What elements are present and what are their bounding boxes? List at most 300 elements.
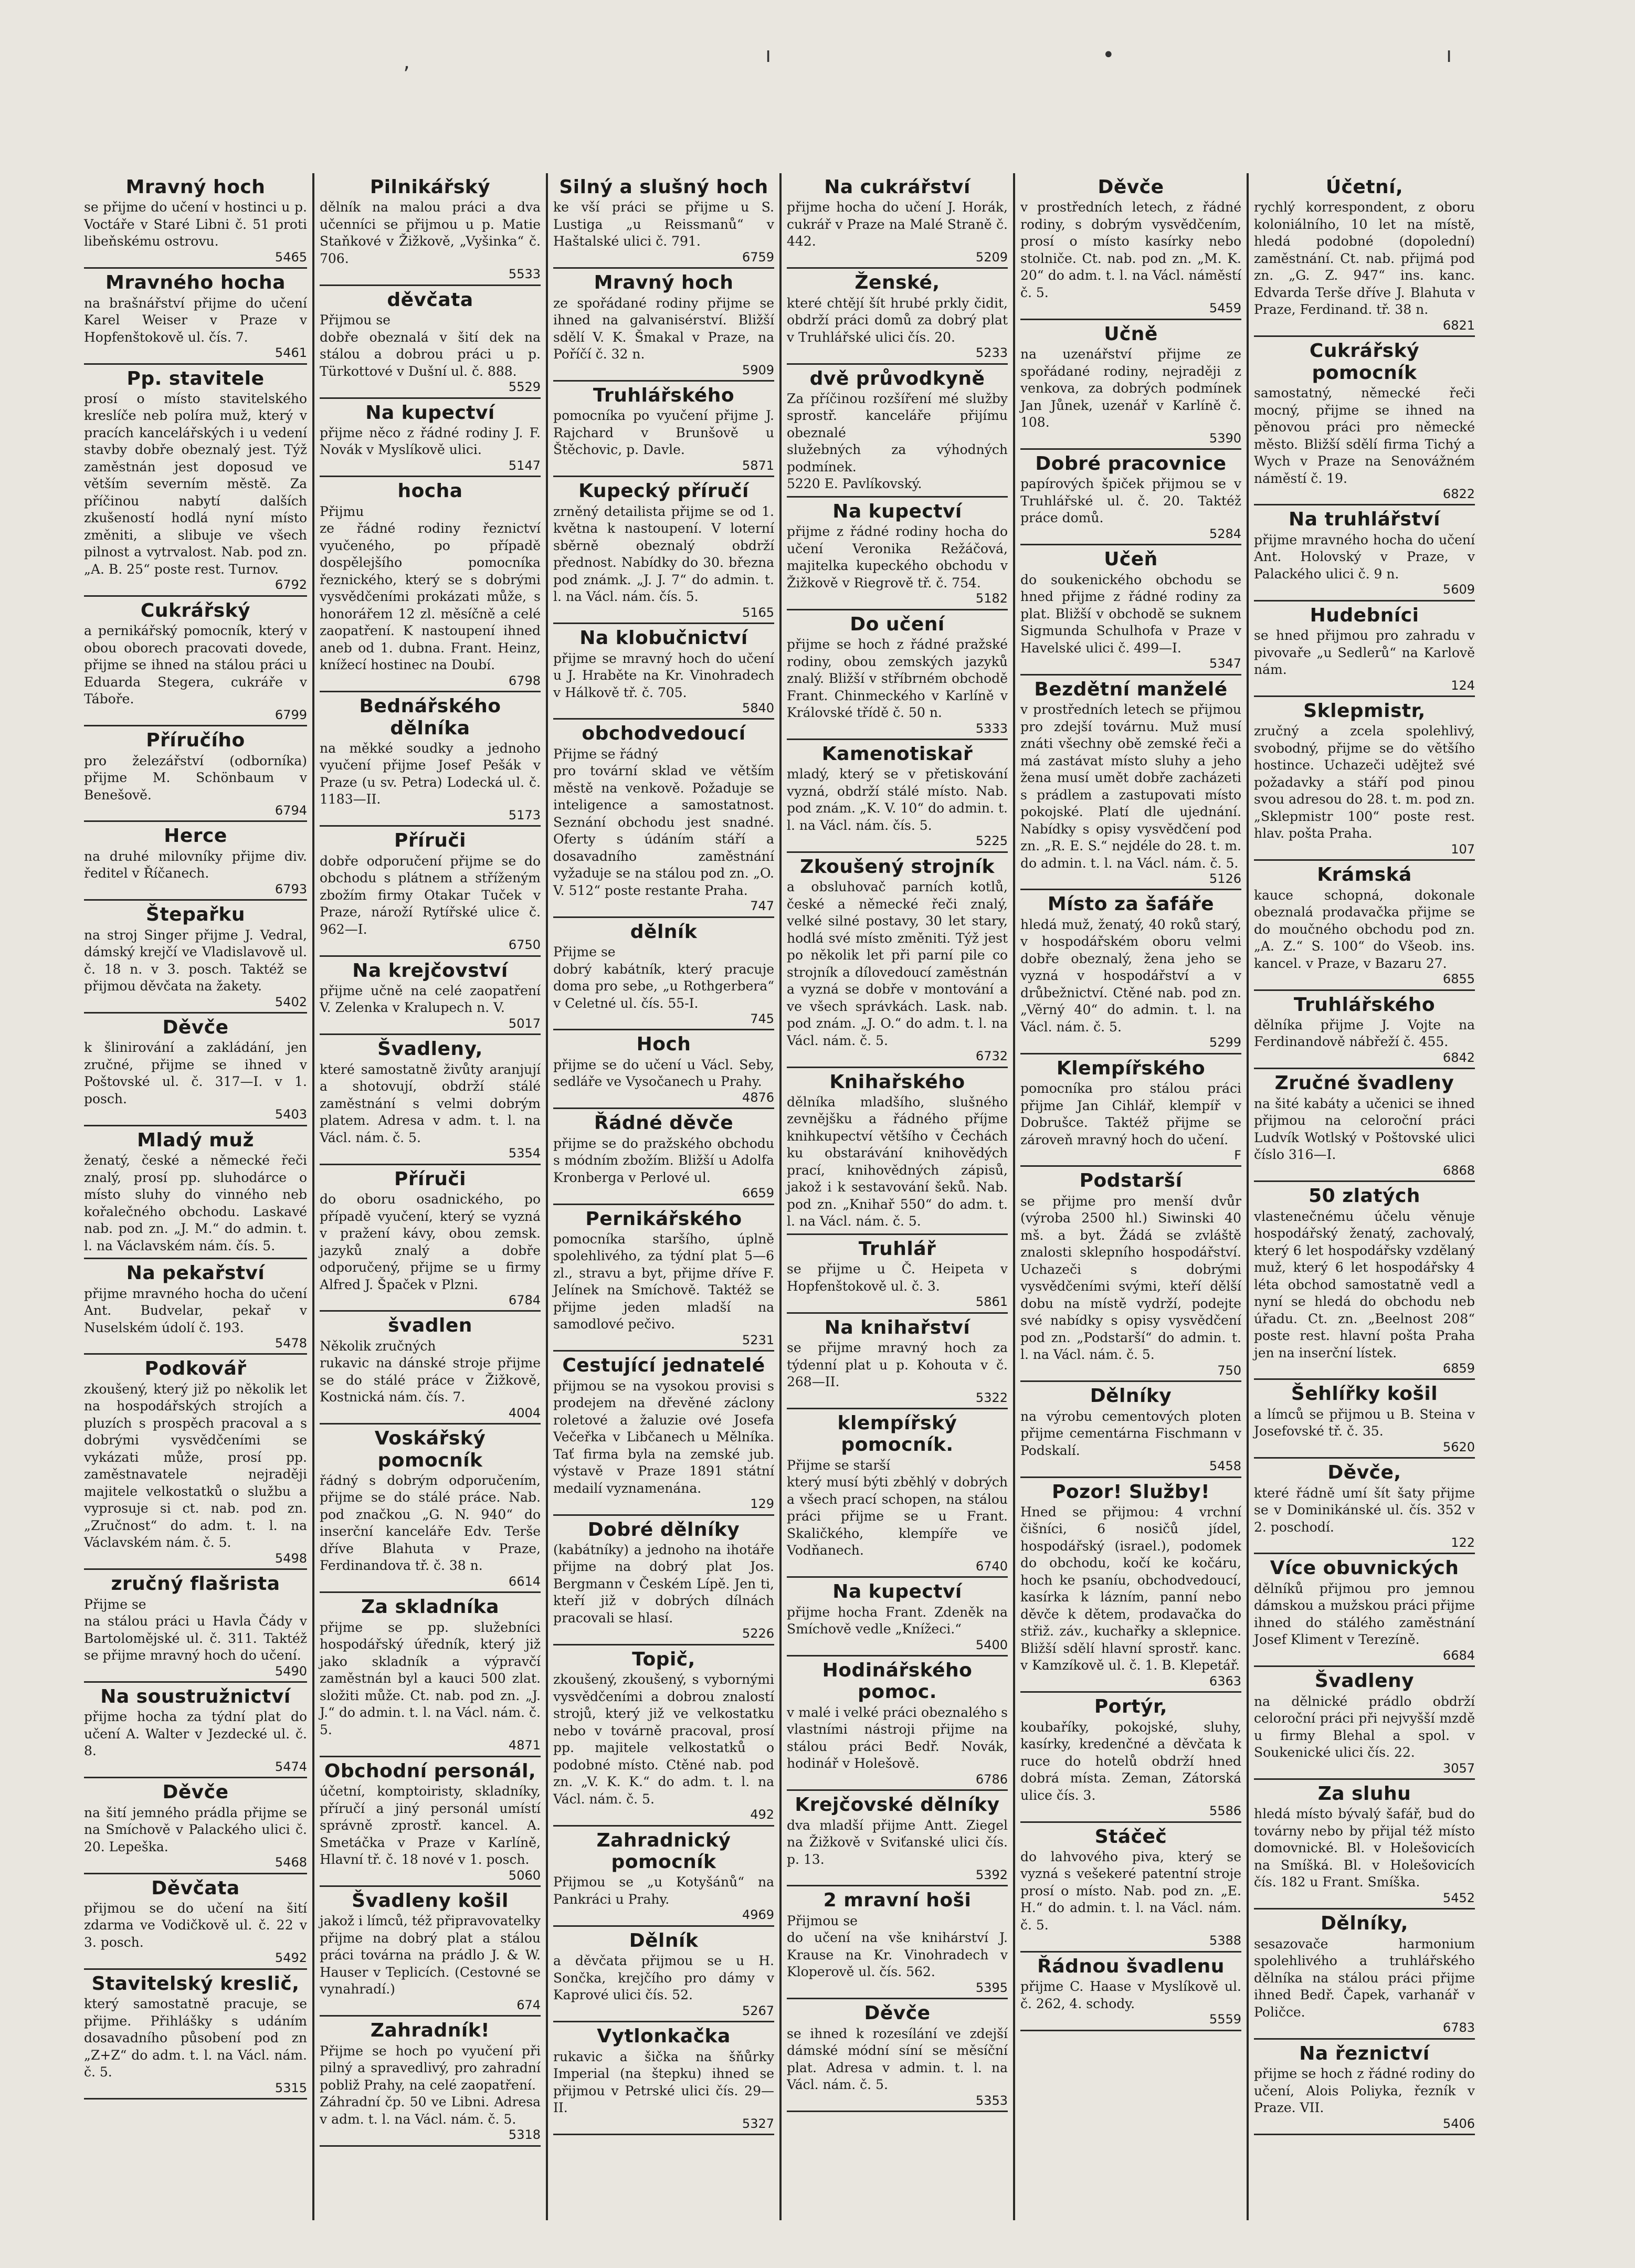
classified-ad — [787, 365, 1008, 498]
classified-ad — [1020, 676, 1241, 891]
ad-title: Zkoušený strojník — [800, 856, 995, 878]
ad-number: 745 — [750, 1011, 774, 1027]
ad-body: přijme se pp. služebníci hospodářský úředník, který již jako skladník a výpravčí zaměstnán byl a kauci 500 zlat. složiti může. Ct. nab. pod zn. „J. J.“ do admin. t. l. na Václ. nám. č. 5. — [320, 1619, 541, 1737]
classified-ad — [787, 1657, 1008, 1791]
classified-ad — [84, 173, 307, 269]
classified-ad — [320, 1035, 541, 1165]
ad-title: švadlen — [388, 1315, 472, 1337]
ad-title: 2 mravní hoši — [823, 1890, 972, 1912]
classified-ad — [1020, 1953, 1241, 2031]
ad-title: Pozor! Služby! — [1051, 1481, 1210, 1503]
classified-ad — [1254, 991, 1475, 1070]
ad-body: přijme něco z řádné rodiny J. F. Novák v Myslíkově ulici. — [320, 425, 541, 458]
ad-title: Řádné děvče — [594, 1112, 734, 1134]
ad-body: přijme se do pražského obchodu s módním zbožím. Bližší u Adolfa Kronberga v Perlové ul. — [553, 1135, 774, 1185]
ad-title: Pilnikářský — [370, 176, 491, 198]
ad-number: 5315 — [275, 2080, 307, 2095]
ad-number: 5465 — [275, 249, 307, 265]
classified-ad — [1254, 1459, 1475, 1554]
ad-number: 6363 — [1209, 1673, 1241, 1689]
ad-body: a obsluhovač parních kotlů, české a německé řeči znalý, velké silné postavy, 30 let stary, hodlá své místo změniti. Týž jest po několik let při parní pile co strojník a dílovedoucí zaměstnán a vyzná se dobře v montování a ve všech správkách. Lask. nab. pod znám. „J. O.“ do adm. t. l. na Václ. nám. č. 5. — [787, 879, 1008, 1048]
classified-ad — [787, 1791, 1008, 1886]
classified-ad — [320, 1165, 541, 1312]
classified-ad — [1020, 1693, 1241, 1822]
ad-number: 5147 — [508, 458, 541, 473]
ad-body: na brašnářství přijme do učení Karel Weiser v Praze v Hopfenštokově ul. čís. 7. — [84, 295, 307, 345]
ad-body: Přijme se na stálou práci u Havla Čády v Bartolomějské ul. č. 311. Taktéž se přijme mravný hoch do učení. — [84, 1596, 307, 1663]
ad-title: Stáčeč — [1094, 1826, 1167, 1848]
ad-title: Klempířského — [1056, 1057, 1206, 1079]
ad-title: Hoch — [636, 1033, 691, 1056]
classified-ad — [84, 365, 307, 597]
ad-body: dělníků přijmou pro jemnou dámskou a mužskou práci přijme ihned do stálého zaměstnání Josef Kliment v Terezíně. — [1254, 1580, 1475, 1648]
ad-body: pomocníka pro stálou práci přijme Jan Cihlář, klempíř v Dobrušce. Taktéž přijme se zároveň mravný hoch do učení. — [1020, 1081, 1241, 1147]
ad-number: 122 — [1451, 1535, 1475, 1550]
ad-title: Truhlářského — [1293, 994, 1436, 1016]
ad-number: 5395 — [975, 1980, 1008, 1995]
classified-ad — [84, 901, 307, 1014]
corner-mark: ı — [765, 43, 772, 67]
classified-ad — [84, 1355, 307, 1570]
classified-ad — [787, 1409, 1008, 1578]
classified-ad — [1020, 173, 1241, 320]
ad-number: 5620 — [1442, 1439, 1475, 1454]
classified-ad — [84, 269, 307, 364]
ad-title: Děvče — [162, 1781, 229, 1803]
classified-ad — [553, 1516, 774, 1645]
classified-ad — [553, 1352, 774, 1515]
ad-title: Na kupectví — [832, 1581, 962, 1603]
ad-body: v prostředních letech, z řádné rodiny, s dobrým vysvědčením, prosí o místo kasírky nebo stolniče. Ct. nab. pod zn. „M. K. 20“ do adm. t. l. na Václ. náměstí č. 5. — [1020, 199, 1241, 300]
ad-number: 5284 — [1209, 526, 1241, 541]
ad-number: 6855 — [1442, 972, 1475, 987]
ad-title: Topič, — [632, 1648, 695, 1670]
classified-ad — [787, 740, 1008, 853]
ad-body: se ihned k rozesílání ve zdejší dámské módní síní se měsíční plat. Adresa v admin. t. l. na Václ. nám. č. 5. — [787, 2026, 1008, 2093]
ad-title: Zahradnický pomocník — [596, 1829, 731, 1873]
ad-number: 4004 — [508, 1405, 541, 1420]
corner-mark: ı — [1446, 43, 1452, 67]
classified-ad — [1254, 173, 1475, 337]
classified-ad — [84, 1259, 307, 1355]
ad-title: Zručné švadleny — [1274, 1072, 1454, 1094]
ad-number: 5233 — [975, 345, 1008, 361]
ad-body: na měkké soudky a jednoho vyučení přijme Josef Pešák v Praze (u sv. Petra) Lodecká ul. č. 1183—II. — [320, 740, 541, 807]
ad-title: Děvče — [864, 2002, 931, 2024]
ad-body: hledá místo bývalý šafář, bud do továrny nebo by přijal též místo domovnické. Bl. v Holešovicích na Smíšká. Bl. v Holešovicích čís. 182 u Frant. Smíška. — [1254, 1806, 1475, 1890]
ad-number: 6740 — [975, 1558, 1008, 1574]
classified-ad — [553, 624, 774, 720]
classified-ad — [84, 1683, 307, 1778]
ad-number: 5559 — [1209, 2012, 1241, 2027]
ad-body: se hned přijmou pro zahradu v pivovaře „u Sedlerů“ na Karlově nám. — [1254, 628, 1475, 678]
ad-number: 5173 — [508, 807, 541, 822]
ad-title: Mravný hoch — [125, 176, 266, 198]
corner-mark: • — [1102, 43, 1115, 67]
ad-body: hledá muž, ženatý, 40 roků starý, v hospodářském oboru velmi dobře obeznalý, žena jeho se vyzná v hospodářství a v drůbežnictví. Ctěné nab. pod zn. „Věrný 40“ do admin. t. l. na Václ. nám. č. 5. — [1020, 916, 1241, 1035]
classified-ad — [553, 1927, 774, 2022]
ad-body: na šité kabáty a učenici se ihned přijmou na celoroční práci Ludvík Wotlský v Poštovské ulici číslo 316—I. — [1254, 1095, 1475, 1163]
ad-title: Mravného hocha — [106, 272, 286, 294]
ad-column — [312, 173, 546, 2220]
ad-body: Přijmou se dobře obeznalá v šití dek na stálou a dobrou práci u p. Türkottové v Dušní ul. č. 888. — [320, 312, 541, 379]
classified-ad — [320, 827, 541, 956]
ad-body: na šití jemného prádla přijme se na Smíchově v Palackého ulici č. 20. Lepeška. — [84, 1805, 307, 1854]
classified-ad — [320, 2017, 541, 2146]
ad-body: Přijme se starší který musí býti zběhlý v dobrých a všech prací schopen, na stálou práci přijme se u Frant. Skaličkého, klempíře ve Vodňanech. — [787, 1457, 1008, 1558]
classified-ad — [84, 1970, 307, 2100]
ad-body: Přijme se hoch po vyučení při pilný a spravedlivý, pro zahradní pobliž Prahy, na celé zaopatření. Záhradní čp. 50 ve Libni. Adresa v adm. t. l. na Václ. nám. č. 5. — [320, 2043, 541, 2127]
ad-title: Kamenotiskař — [821, 743, 973, 765]
ad-number: 5474 — [275, 1759, 307, 1774]
ad-body: přijme hocha do učení J. Horák, cukrář v Praze na Malé Straně č. 442. — [787, 199, 1008, 249]
ad-title: Vytlonkačka — [597, 2026, 731, 2048]
ad-number: 5322 — [975, 1390, 1008, 1405]
ad-body: Přijmu ze řádné rodiny řeznictví vyučeného, po případě dospělejšího pomocníka řeznického, který se s dobrými vysvědčeními prokázati může, s honorářem 12 zl. měsíčně a celé zaopatření. K nastoupení ihned aneb od 1. dubna. Frant. Heinz, knížecí hostinec na Doubí. — [320, 503, 541, 673]
ad-title: Děvče, — [1327, 1462, 1401, 1484]
classified-ad — [84, 822, 307, 901]
ad-title: Řádnou švadlenu — [1037, 1955, 1225, 1977]
ad-title: Dělníky, — [1321, 1913, 1408, 1935]
ad-number: 6794 — [275, 803, 307, 818]
ad-title: Dobré pracovnice — [1035, 453, 1227, 475]
classified-ad — [1020, 1167, 1241, 1382]
ad-number: 5354 — [508, 1146, 541, 1161]
ad-number: 5231 — [742, 1332, 774, 1347]
classified-ad — [553, 477, 774, 624]
ad-body: přijme se mravný hoch do učení u J. Hraběte na Kr. Vinohradech v Hálkově tř. č. 705. — [553, 650, 774, 700]
classified-ad — [787, 498, 1008, 610]
ad-body: se přijme pro menší dvůr (výroba 2500 hl.) Siwinski 40 mš. a byt. Žádá se zvláště znalosti sklepního hospodářství. Uchazeči s dobrými vysvědčeními svými, kteří dělší dobu na místě vydrží, podejte své nabídky s opisy vysvědčení pod zn. „Podstarší“ do admin. t. l. na Václ. nám. č. 5. — [1020, 1193, 1241, 1363]
ad-title: Kupecký příručí — [578, 480, 749, 502]
ad-number: 6750 — [508, 937, 541, 953]
ad-title: Šehlířky košil — [1291, 1383, 1438, 1405]
ad-title: Děvče — [162, 1016, 229, 1038]
ad-title: Krámská — [1317, 864, 1412, 886]
classified-ad — [553, 1030, 774, 1109]
ad-title: Za sluhu — [1317, 1783, 1411, 1805]
ad-number: 6659 — [742, 1186, 774, 1201]
ad-number: 5609 — [1442, 582, 1475, 597]
ad-number: 3057 — [1442, 1760, 1475, 1776]
ad-body: a límců se přijmou u B. Steina v Josefovské tř. č. 35. — [1254, 1406, 1475, 1439]
ad-body: do lahvového piva, který se vyzná s vešekeré patentní stroje prosí o místo. Nab. pod zn. „E. H.“ do admin. t. l. na Václ. nám. č. 5. — [1020, 1849, 1241, 1933]
ad-title: Mladý muž — [137, 1129, 254, 1151]
ad-title: Hudebníci — [1310, 604, 1419, 626]
classified-ad — [84, 1778, 307, 1874]
ad-body: rychlý korrespondent, z oboru koloniálního, 10 let na místě, hledá podobné (dopolední) zaměstnání. Ct. nab. přijmá pod zn. „G. Z. 947“ ins. kanc. Edvarda Terše dříve J. Blahuta v Praze, Ferdinand. tř. 38 n. — [1254, 199, 1475, 318]
ad-title: Švadleny — [1314, 1670, 1415, 1692]
ad-body: (kabátníky) a jednoho na ihotáře přijme na dobrý plat Jos. Bergmann v Českém Lípě. Jen ti, kteří již v dobrých dílnách pracovali se hlasí. — [553, 1542, 774, 1626]
classified-ad — [787, 1235, 1008, 1314]
ad-number: 5165 — [742, 605, 774, 620]
classified-ad — [1254, 337, 1475, 505]
classified-ad — [1254, 1069, 1475, 1182]
classified-ad — [553, 269, 774, 382]
ad-number: 4871 — [508, 1738, 541, 1753]
ad-body: sesazovače harmonium spolehlivého a truhlářského dělníka na stálou práci přijme ihned Bedř. Čapek, varhanář v Poličce. — [1254, 1936, 1475, 2020]
classified-ad — [1020, 890, 1241, 1054]
ad-title: Dělníky — [1090, 1385, 1172, 1407]
classified-ad — [320, 1312, 541, 1425]
ad-column — [546, 173, 779, 2220]
ad-number: 6822 — [1442, 487, 1475, 502]
ad-body: zrněný detailista přijme se od 1. května k nastoupení. V loterní sběrně obeznalý obdrží přednost. Nabídky do 30. března pod známk. „J. J. 7“ do admin. t. l. na Václ. nám. čís. 5. — [553, 503, 774, 605]
ad-column — [1013, 173, 1247, 2220]
classified-ad — [1254, 1780, 1475, 1910]
ad-body: zkoušený, který již po několik let na hospodářských strojích a pluzích s prospěch pracoval a s dobrými vysvědčeními se vykázati může, prosí pp. zaměstnavatele nejraději majitele velkostatků o službu a vyprosuje si ct. nab. pod zn. „Zručnost“ do adm. t. l. na Václavském nám. č. 5. — [84, 1381, 307, 1550]
ad-body: řádný s dobrým odporučením, přijme se do stálé práce. Nab. pod značkou „G. N. 940“ do inserční kanceláře Edv. Terše dříve Blahuta v Praze, Ferdinandova tř. č. 38 n. — [320, 1472, 541, 1574]
ad-title: Na cukrářství — [824, 176, 971, 198]
ad-title: Na knihařství — [824, 1316, 971, 1338]
ad-number: 5318 — [508, 2127, 541, 2143]
ad-body: jakož i límců, též připravovatelky přijme na dobrý plat a stálou práci továrna na prádlo J. & W. Hauser v Teplicích. (Cestovné se vynahradí.) — [320, 1913, 541, 1997]
classified-ad — [320, 173, 541, 286]
ad-body: Za příčinou rozšíření mé služby sprostř. kanceláře přijímu obeznalé služebných za výhodných podmínek. 5220 E. Pavlíkovský. — [787, 391, 1008, 492]
ad-title: Portýr, — [1094, 1696, 1168, 1718]
ad-body: k šlinirování a zakládání, jen zručné, přijme se ihned v Poštovské ul. č. 317—I. v 1. posch. — [84, 1040, 307, 1106]
ad-title: Cukrářský — [140, 599, 251, 621]
ad-number: 5017 — [508, 1016, 541, 1031]
ad-title: Zahradník! — [370, 2020, 490, 2042]
ad-title: Ženské, — [855, 272, 940, 294]
classified-ad — [320, 957, 541, 1036]
ad-body: papírových špiček přijmou se v Truhlářské ul. č. 20. Taktéž práce domů. — [1020, 476, 1241, 526]
classified-ad — [1254, 1667, 1475, 1780]
ad-body: přijme hocha za týdní plat do učení A. Walter v Jezdecké ul. č. 8. — [84, 1709, 307, 1759]
ad-title: 50 zlatých — [1309, 1185, 1420, 1207]
ad-number: 5498 — [275, 1550, 307, 1566]
classified-ad — [1254, 697, 1475, 861]
ad-number: 6732 — [975, 1049, 1008, 1064]
ad-body: ženatý, české a německé řeči znalý, prosí pp. sluhodárce o místo sluhy do vinného neb kořalečného obchodu. Laskavé nab. pod zn. „J. M.“ do admin. t. l. na Václavském nám. čís. 5. — [84, 1153, 307, 1253]
ad-title: Děvče — [1098, 176, 1164, 198]
ad-number: 5299 — [1209, 1035, 1241, 1050]
ad-title: Místo za šafáře — [1047, 893, 1215, 915]
ad-body: v prostředních letech se přijmou pro zdejší továrnu. Muž musí znáti všechny obě zemské řeči a má zastávat místo sluhy a jeho žena musí umět dobře zacházeti s prádlem a zastupovati místo pokojské. Platí dle ujednání. Nabídky s opisy vysvědčení pod zn. „R. E. S.“ nejdéle do 28. t. m. do admin. t. l. na Václ. nám. č. 5. — [1020, 702, 1241, 871]
ad-title: Na řeznictví — [1299, 2042, 1430, 2064]
ad-title: Herce — [164, 825, 227, 847]
ad-number: 5267 — [742, 2003, 774, 2018]
ad-body: který samostatně pracuje, se přijme. Přihlášky s udáním dosavadního působení pod zn „Z+Z“ do adm. t. l. na Václ. nám. č. 5. — [84, 1996, 307, 2080]
ad-title: Pernikářského — [585, 1208, 742, 1230]
ad-body: které chtějí šít hrubé prkly čidit, obdrží práci domů za dobrý plat v Truhlářské ulici čís. 20. — [787, 295, 1008, 345]
classified-ad — [84, 1874, 307, 1970]
ad-title: Podkovář — [144, 1358, 247, 1380]
ad-number: 5390 — [1209, 430, 1241, 446]
ad-body: Přijme se řádný pro tovární sklad ve větším městě na venkově. Požaduje se inteligence a samostatnost. Seznání obchodu jest snadné. Oferty s údáním stáří a dosavadního zaměstnání vyžaduje se na stálou pod zn. „O. V. 512“ poste restante Praha. — [553, 746, 774, 898]
ad-title: Truhlář — [858, 1238, 936, 1260]
ad-number: 747 — [750, 899, 774, 914]
classified-ad — [320, 399, 541, 478]
classified-ad — [787, 1578, 1008, 1657]
ad-number: 6783 — [1442, 2020, 1475, 2035]
ad-body: na výrobu cementových ploten přijme cementárna Fischmann v Podskalí. — [1020, 1408, 1241, 1458]
ad-body: přijmou se do učení na šití zdarma ve Vodičkově ul. č. 22 v 3. posch. — [84, 1900, 307, 1950]
ad-number: 6614 — [508, 1574, 541, 1589]
ad-body: přijmou se na vysokou provisi s prodejem na dřevěné záclony roletové a žaluzie ové Josefa Večeřka v Libčanech u Mělníka. Tať firma byla na zemské jub. výstavě v Praze 1891 státní medailí vyznamenána. — [553, 1378, 774, 1496]
ad-number: 5400 — [975, 1637, 1008, 1652]
ad-number: 5452 — [1442, 1890, 1475, 1905]
ad-number: 5209 — [975, 249, 1008, 265]
ad-number: 5403 — [275, 1107, 307, 1122]
ad-title: Podstarší — [1079, 1170, 1183, 1192]
ad-title: Sklepmistr, — [1303, 700, 1426, 722]
ad-title: Silný a slušný hoch — [559, 176, 768, 198]
ad-title: Učeň — [1104, 548, 1158, 571]
ad-title: zručný flašrista — [111, 1573, 280, 1595]
ad-title: Za skladníka — [361, 1596, 499, 1618]
ad-body: Hned se přijmou: 4 vrchní čišníci, 6 nosičů jídel, hospodářský (israel.), podomek do obchodu, kočí ke kočáru, hoch ke psaníu, obchodvedoucí, kasírka k lázním, panní nebo děvče k dětem, prodavačka do střiž. záv., kuchařky a sklepnice. Bližší sdělí hlavní sprostř. kanc. v Kamzíkově ul. č. 1. B. Klepetář. — [1020, 1504, 1241, 1673]
ad-number: 5388 — [1209, 1933, 1241, 1948]
classified-ad — [1020, 545, 1241, 675]
ad-number: 5060 — [508, 1868, 541, 1883]
ad-body: přijme mravného hocha do učení Ant. Budvelar, pekař v Nuselském údolí č. 193. — [84, 1285, 307, 1335]
ad-number: 5226 — [742, 1626, 774, 1641]
classified-ad — [787, 1886, 1008, 1999]
ad-title: Učně — [1104, 323, 1158, 345]
ad-title: Děvčata — [151, 1877, 240, 1899]
ad-number: 6792 — [275, 577, 307, 593]
classified-ad — [553, 1205, 774, 1352]
ad-title: Voskářský pomocník — [374, 1428, 486, 1471]
ad-number: 6842 — [1442, 1050, 1475, 1065]
ad-body: přijme se hoch z řádné rodiny do učení, Alois Poliyka, řezník v Praze. VII. — [1254, 2066, 1475, 2115]
ad-number: 6684 — [1442, 1648, 1475, 1663]
ad-body: se přijme mravný hoch za týdenní plat u p. Kohouta v č. 268—II. — [787, 1340, 1008, 1390]
ad-title: Příruči — [394, 830, 467, 852]
ad-body: dva mladší přijme Antt. Ziegel na Žižkově v Sviťanské ulici čís. p. 13. — [787, 1817, 1008, 1867]
ad-number: 129 — [750, 1496, 774, 1512]
classified-ad — [320, 1425, 541, 1593]
classified-ad — [84, 1126, 307, 1259]
ad-number: 5225 — [975, 834, 1008, 849]
ad-body: kauce schopná, dokonale obeznalá prodavačka přijme se do moučného obchodu pod zn. „A. Z.“ S. 100“ do Všeob. ins. kancel. v Praze, v Bazaru 27. — [1254, 887, 1475, 971]
ad-body: do oboru osadnického, po případě vyučení, který se vyzná v pražení kávy, obou zemsk. jazyků znalý a dobře odporučený, přijme se u firmy Alfred J. Špaček v Plzni. — [320, 1191, 541, 1292]
ad-body: mladý, který se v přetiskování vyzná, obdrží stálé místo. Nab. pod znám. „K. V. 10“ do admin. t. l. na Václ. nám. čís. 5. — [787, 766, 1008, 833]
classified-ad — [1020, 1054, 1241, 1167]
classified-ad — [84, 597, 307, 726]
ad-body: na dělnické prádlo obdrží celoroční práci při nejvyšší mzdě u firmy Blehal a spol. v Soukenické ulici čís. 22. — [1254, 1693, 1475, 1760]
ad-body: ke vší práci se přijme u S. Lustiga „u Reissmanů“ v Haštalské ulici č. 791. — [553, 199, 774, 249]
ad-body: dělník na malou práci a dva učenníci se přijmou u p. Matie Staňkové v Žižkově, „Vyšinka“ č. 706. — [320, 199, 541, 266]
classified-ad — [787, 173, 1008, 269]
ad-number: 5182 — [975, 591, 1008, 606]
ad-number: 5327 — [742, 2116, 774, 2131]
classified-ad — [84, 1014, 307, 1126]
classified-ad — [1254, 2040, 1475, 2135]
ad-number: 5406 — [1442, 2116, 1475, 2131]
ad-body: rukavic a šička na šňůrky Imperial (na štepku) ihned se přijmou v Petrské ulici čís. 29—II. — [553, 2049, 774, 2115]
ad-body: přijme učně na celé zaopatření V. Zelenka v Kralupech n. V. — [320, 983, 541, 1016]
ad-title: děvčata — [387, 289, 473, 311]
classified-ad — [1020, 320, 1241, 450]
ad-title: Pp. stavitele — [126, 367, 265, 389]
ad-body: dělníka mladšího, slušného zevnějšku a řádného příjme knihkupectví většího v Čechách ku obstarávání knihovědých prací, knihovědných zápisů, jakož i k sestavování šeků. Nab. pod zn. „Knihař 550“ do adm. t. l. na Václ. nám. č. 5. — [787, 1094, 1008, 1229]
ad-title: Na krejčovství — [352, 959, 508, 982]
ad-number: 5586 — [1209, 1803, 1241, 1819]
ad-number: 5861 — [975, 1294, 1008, 1310]
ad-column — [1247, 173, 1480, 2220]
ad-number: 5468 — [275, 1855, 307, 1870]
ad-title: Obchodní personál, — [324, 1760, 536, 1782]
ad-body: ze spořádané rodiny přijme se ihned na galvanisérství. Bližší sdělí V. K. Šmakal v Praze, na Poříčí č. 32 n. — [553, 295, 774, 362]
classified-ad — [553, 173, 774, 269]
ad-body: pro železářství (odborníka) přijme M. Schönbaum v Benešově. — [84, 753, 307, 803]
classified-ad — [1020, 1823, 1241, 1953]
ad-body: přijme se do učení u Václ. Seby, sedláře ve Vysočanech u Prahy. — [553, 1057, 774, 1090]
ad-number: 107 — [1451, 841, 1475, 857]
ad-number: 5333 — [975, 721, 1008, 736]
ad-title: Cukrářský pomocník — [1309, 340, 1420, 384]
classified-ad — [553, 1645, 774, 1827]
classified-ad — [553, 918, 774, 1031]
ad-number: 5126 — [1209, 871, 1241, 887]
ad-title: Na klobučnictví — [579, 627, 748, 649]
ad-title: hocha — [397, 480, 463, 502]
classified-ad — [84, 726, 307, 822]
ad-title: Dělník — [629, 1929, 699, 1951]
ad-body: dobře odporučení přijme se do obchodu s plátnem a stříženým zbožím firmy Otakar Tuček v Praze, nároží Rytířské ulice č. 962—I. — [320, 853, 541, 937]
classified-ad — [787, 853, 1008, 1068]
ad-title: Mravný hoch — [594, 272, 734, 294]
ad-body: pomocníka staršího, úplně spolehlivého, za týdní plat 5—6 zl., stravu a byt, přijme dříve F. Jelínek na Smíchově. Taktéž se přijme jeden mladší na samodlové pečivo. — [553, 1231, 774, 1332]
ad-body: prosí o místo stavitelského kreslíče neb políra muž, který v pracích kancelářských i u vedení stavby dobře obeznalý jest. Týž zaměstnán jest doposud ve větším severním městě. Za příčinou nabytí dalších zkušeností hodlá nyní místo změniti, a slibuje ve všech pilnost a vytrvalost. Nab. pod zn. „A. B. 25“ poste rest. Turnov. — [84, 391, 307, 577]
ad-number: 5392 — [975, 1868, 1008, 1883]
ad-body: přijme hocha Frant. Zdeněk na Smíchově vedle „Knížeci.“ — [787, 1604, 1008, 1637]
ad-body: účetní, komptoiristy, skladníky, příručí a jiný personál umístí správně zprostř. kancel. A. Smetáčka v Praze v Karlíně, Hlavní tř. č. 18 nové v 1. posch. — [320, 1784, 541, 1868]
classified-ad — [1254, 1910, 1475, 2039]
ad-body: vlastenečnému účelu věnuje hospodářský ženatý, zachovalý, který 6 let hospodářsky vzdělaný muž, který 6 let hospodářsky 4 léta obchod samostatně vedl a nyní se hledá do obchodu neb úřadu. Ct. zn. „Beelnost 208“ poste rest. hlavní pošta Praha jen na inserční lístek. — [1254, 1208, 1475, 1360]
classified-ad — [1254, 1380, 1475, 1459]
ad-column — [79, 173, 312, 2220]
classified-ad — [553, 382, 774, 477]
classified-ad — [320, 1757, 541, 1887]
ad-body: se přijme do učení v hostinci u p. Voctáře v Staré Libni č. 51 proti libeňskému ostrovu. — [84, 199, 307, 249]
classified-ad — [787, 1314, 1008, 1409]
ad-number: 5871 — [742, 458, 774, 473]
ad-body: Přijmou se do učení na vše knihárství J. Krause na Kr. Vinohradech v Kloperově ul. čís. 562. — [787, 1913, 1008, 1980]
classified-ad — [787, 1999, 1008, 2112]
ad-number: 750 — [1217, 1363, 1241, 1378]
ad-number: 5533 — [508, 267, 541, 282]
ad-number: 6868 — [1442, 1163, 1475, 1178]
classified-ad — [1254, 1554, 1475, 1667]
ad-title: Švadleny, — [377, 1038, 483, 1060]
classified-ad — [553, 1827, 774, 1927]
ad-body: samostatný, německé řeči mocný, přijme se ihned na pěnovou práci pro německé město. Bližší sdělí firma Tichý a Wych v Praze na Senovážném náměstí č. 19. — [1254, 385, 1475, 486]
classified-ad — [1020, 1382, 1241, 1478]
ad-title: dělník — [630, 921, 698, 943]
classified-ad — [1020, 450, 1241, 545]
ad-number: 5461 — [275, 345, 307, 361]
ad-number: 6784 — [508, 1293, 541, 1308]
ad-body: a pernikářský pomocník, který v obou oborech pracovati dovede, přijme se ihned na stálou práci u Eduarda Stegera, cukráře v Táboře. — [84, 623, 307, 707]
ad-number: 492 — [750, 1807, 774, 1822]
classified-ad — [1254, 1182, 1475, 1380]
classified-ad — [787, 610, 1008, 740]
classified-ad — [787, 1068, 1008, 1235]
ad-number: 5840 — [742, 701, 774, 716]
ad-number: 5459 — [1209, 301, 1241, 316]
ad-number: 5353 — [975, 2093, 1008, 2108]
ad-number: 5529 — [508, 379, 541, 395]
ad-number: 6799 — [275, 707, 307, 722]
ad-body: dělníka přijme J. Vojte na Ferdinandově nábřeží č. 455. — [1254, 1017, 1475, 1050]
ad-title: Na kupectví — [365, 402, 495, 424]
classified-ad — [320, 286, 541, 399]
classified-ads-page — [79, 173, 1564, 2220]
